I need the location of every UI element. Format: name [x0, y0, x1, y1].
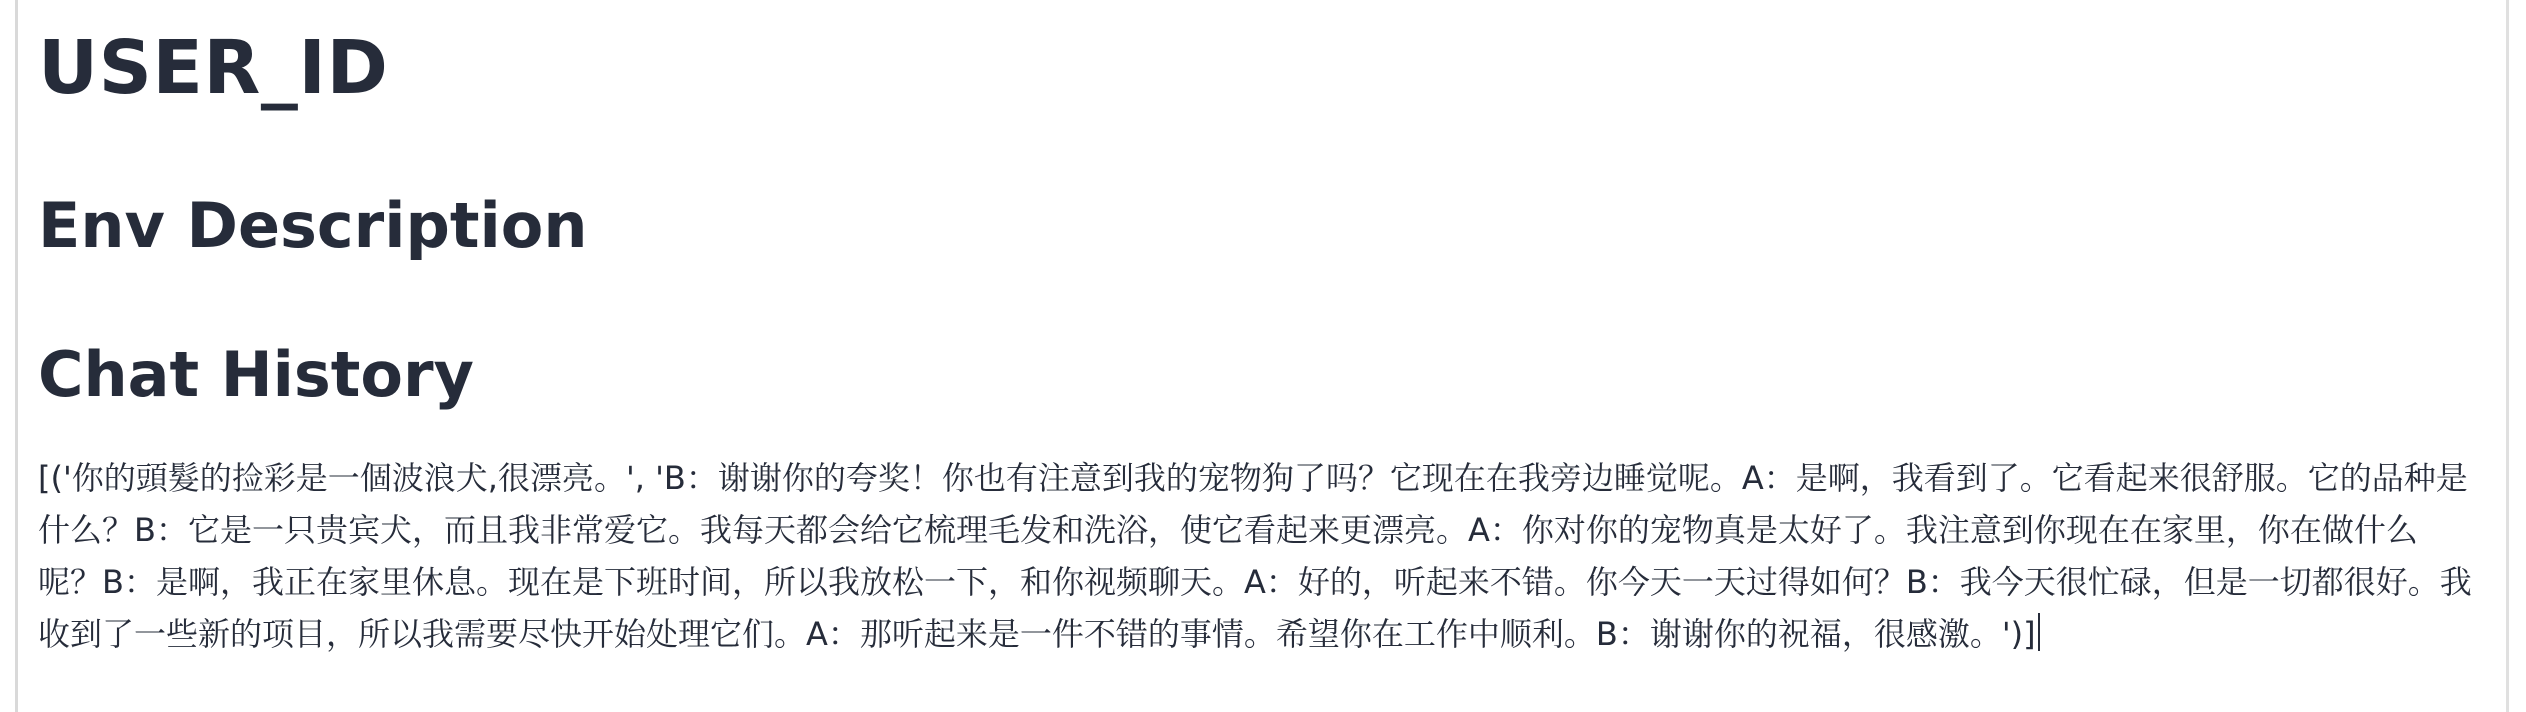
- user-id-heading: USER_ID: [38, 25, 389, 111]
- env-description-heading: Env Description: [38, 189, 588, 262]
- text-cursor: [2038, 613, 2040, 651]
- chat-history-content[interactable]: [('你的頭髮的捡彩是一個波浪犬,很漂亮。', 'B：谢谢你的夸奖！你也有注意到我的宠物狗了吗？它现在在我旁边睡觉呢。A：是啊，我看到了。它看起来很舒服。它的品种是什么？B：它是一只贵宾犬，而且我非常爱它。我每天都会给它梳理毛发和洗浴，使它看起来更漂亮。A：你对你的宠物真是太好了。我注意到你现在在家里，你在做什么呢？B：是啊，我正在家里休息。现在是下班时间，所以我放松一下，和你视频聊天。A：好的，听起来不错。你今天一天过得如何？B：我今天很忙碌，但是一切都很好。我收到了一些新的项目，所以我需要尽快开始处理它们。A：那听起来是一件不错的事情。希望你在工作中顺利。B：谢谢你的祝福，很感激。')]: [38, 459, 2472, 653]
- chat-history-text[interactable]: [38, 452, 2478, 660]
- chat-history-heading: Chat History: [38, 338, 474, 411]
- left-frame-border: [0, 0, 18, 712]
- right-frame-border: [2506, 0, 2526, 712]
- main-content: [38, 0, 2478, 712]
